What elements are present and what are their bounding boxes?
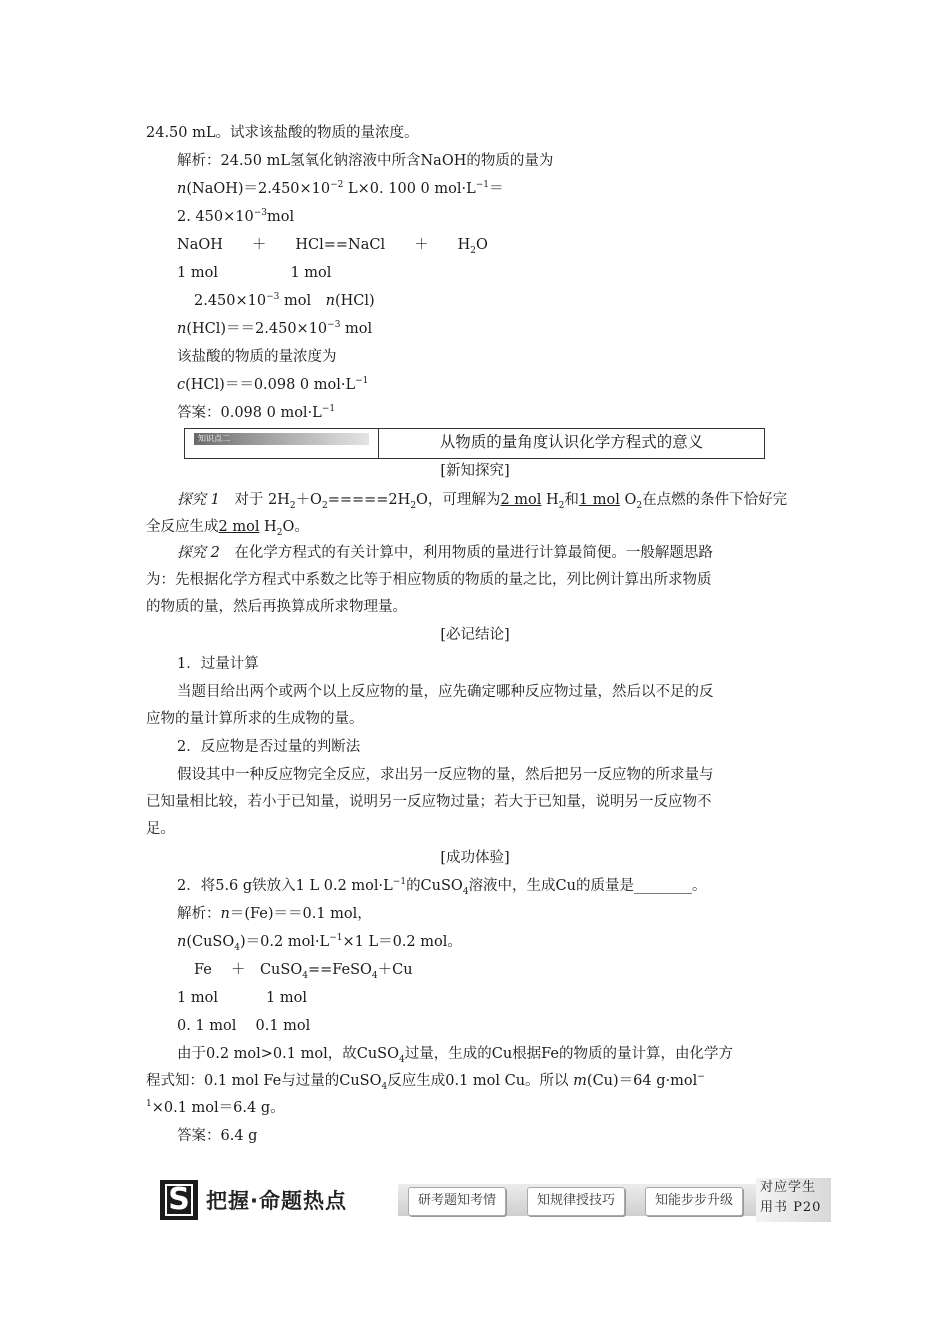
conclusion-text: 当题目给出两个或两个以上反应物的量，应先确定哪种反应物过量，然后以不足的反 — [177, 684, 714, 700]
equation-line: $2.450\times 10^{-3}$ mol n(HCl) — [194, 292, 375, 309]
s-logo-icon: S — [160, 1180, 198, 1220]
conclusion-text: 足。 — [146, 821, 175, 837]
solution-line: 由于0.2 mol>0.1 mol，故CuSO$_4$过量，生成的Cu根据Fe的物质的量计算，由化学方 — [177, 1046, 733, 1065]
formula-line: $n(HCl)==2.450\times 10^{-3}$ mol — [177, 320, 373, 337]
banner-tab-practice[interactable]: 知能步步升级 — [645, 1187, 743, 1216]
section-heading: [新知探究] — [440, 463, 510, 479]
equation-line: 1 mol 1 mol — [177, 990, 308, 1006]
formula-line: $n(NaOH)=2.450\times 10^{-2}$ L×0. 100 0 $mol\cdot L^{-1}=$ — [177, 180, 504, 197]
page-reference-line1: 对应学生 — [760, 1180, 817, 1195]
equation-line: NaOH ＋ HCl==NaCl ＋ $H_2O$ — [177, 237, 488, 256]
explore-2-line: 的物质的量，然后再换算成所求物理量。 — [146, 599, 407, 615]
formula-line: 2. $450\times 10^{-3}mol$ — [177, 208, 295, 225]
knowledge-point-box — [184, 428, 765, 459]
equation-line: Fe ＋ CuSO$_4$==FeSO$_4$＋Cu — [194, 962, 413, 981]
banner-tab-exam[interactable]: 研考题知考情 — [408, 1187, 506, 1216]
equation-line: 0. 1 mol 0.1 mol — [177, 1018, 311, 1034]
page-reference-line2: 用书 P20 — [760, 1200, 822, 1215]
explore-1-line: 探究 1 对于 $2H_2+O_2=====2H_2O$，可理解为2 mol $H_2$和1 mol $O_2$在点燃的条件下恰好完 — [177, 492, 788, 511]
explore-1-line: 全反应生成2 mol $H_2O$。 — [146, 519, 309, 538]
knowledge-label-cell — [185, 429, 379, 458]
answer-line: 答案：0.098 0 $mol\cdot L^{-1}$ — [177, 404, 336, 421]
solution-line: n(CuSO$_4$)＝0.2 $mol\cdot L^{-1}\times 1$ L＝0.2 mol。 — [177, 933, 462, 953]
section-banner — [160, 1178, 830, 1222]
explore-2-line: 探究 2 在化学方程式的有关计算中，利用物质的量进行计算最简便。一般解题思路 — [177, 545, 713, 561]
equation-line: 1 mol 1 mol — [177, 265, 332, 281]
conclusion-title: 2．反应物是否过量的判断法 — [177, 739, 361, 755]
question-line: 2．将5.6 g铁放入1 L 0.2 $mol\cdot L^{-1}$的CuSO$_4$溶液中，生成Cu的质量是________。 — [177, 877, 707, 897]
knowledge-label: 知识点二 — [194, 433, 369, 445]
conclusion-text: 假设其中一种反应物完全反应，求出另一反应物的量，然后把另一反应物的所求量与 — [177, 767, 714, 783]
conclusion-text: 应物的量计算所求的生成物的量。 — [146, 711, 364, 727]
page-reference — [756, 1178, 831, 1222]
knowledge-title: 从物质的量角度认识化学方程式的意义 — [439, 433, 704, 451]
conclusion-text: 已知量相比较，若小于已知量，说明另一反应物过量；若大于已知量，说明另一反应物不 — [146, 794, 712, 810]
answer-line: 答案：6.4 g — [177, 1128, 258, 1144]
solution-line: 解析：n＝(Fe)＝＝0.1 mol， — [177, 906, 372, 922]
solution-line: 程式知：0.1 mol Fe与过量的CuSO$_4$反应生成0.1 mol Cu。所以 m(Cu)＝64 g·mol− — [146, 1072, 705, 1092]
conclusion-title: 1．过量计算 — [177, 656, 259, 672]
banner-tab-skills[interactable]: 知规律授技巧 — [527, 1187, 625, 1216]
section-heading: [必记结论] — [440, 627, 510, 643]
banner-title: 把握·命题热点 — [206, 1189, 347, 1213]
section-heading: [成功体验] — [440, 850, 510, 866]
analysis-line: 解析：24.50 mL氢氧化钠溶液中所含NaOH的物质的量为 — [177, 153, 554, 169]
formula-line: c(HCl)＝＝0.098 0 $mol\cdot L^{-1}$ — [177, 376, 369, 393]
solution-line: $^1$×0.1 mol＝6.4 g。 — [146, 1099, 285, 1116]
text-line: 该盐酸的物质的量浓度为 — [177, 349, 337, 365]
text-line: 24.50 mL。试求该盐酸的物质的量浓度。 — [146, 125, 419, 141]
explore-2-line: 为：先根据化学方程式中系数之比等于相应物质的物质的量之比，列比例计算出所求物质 — [146, 572, 712, 588]
